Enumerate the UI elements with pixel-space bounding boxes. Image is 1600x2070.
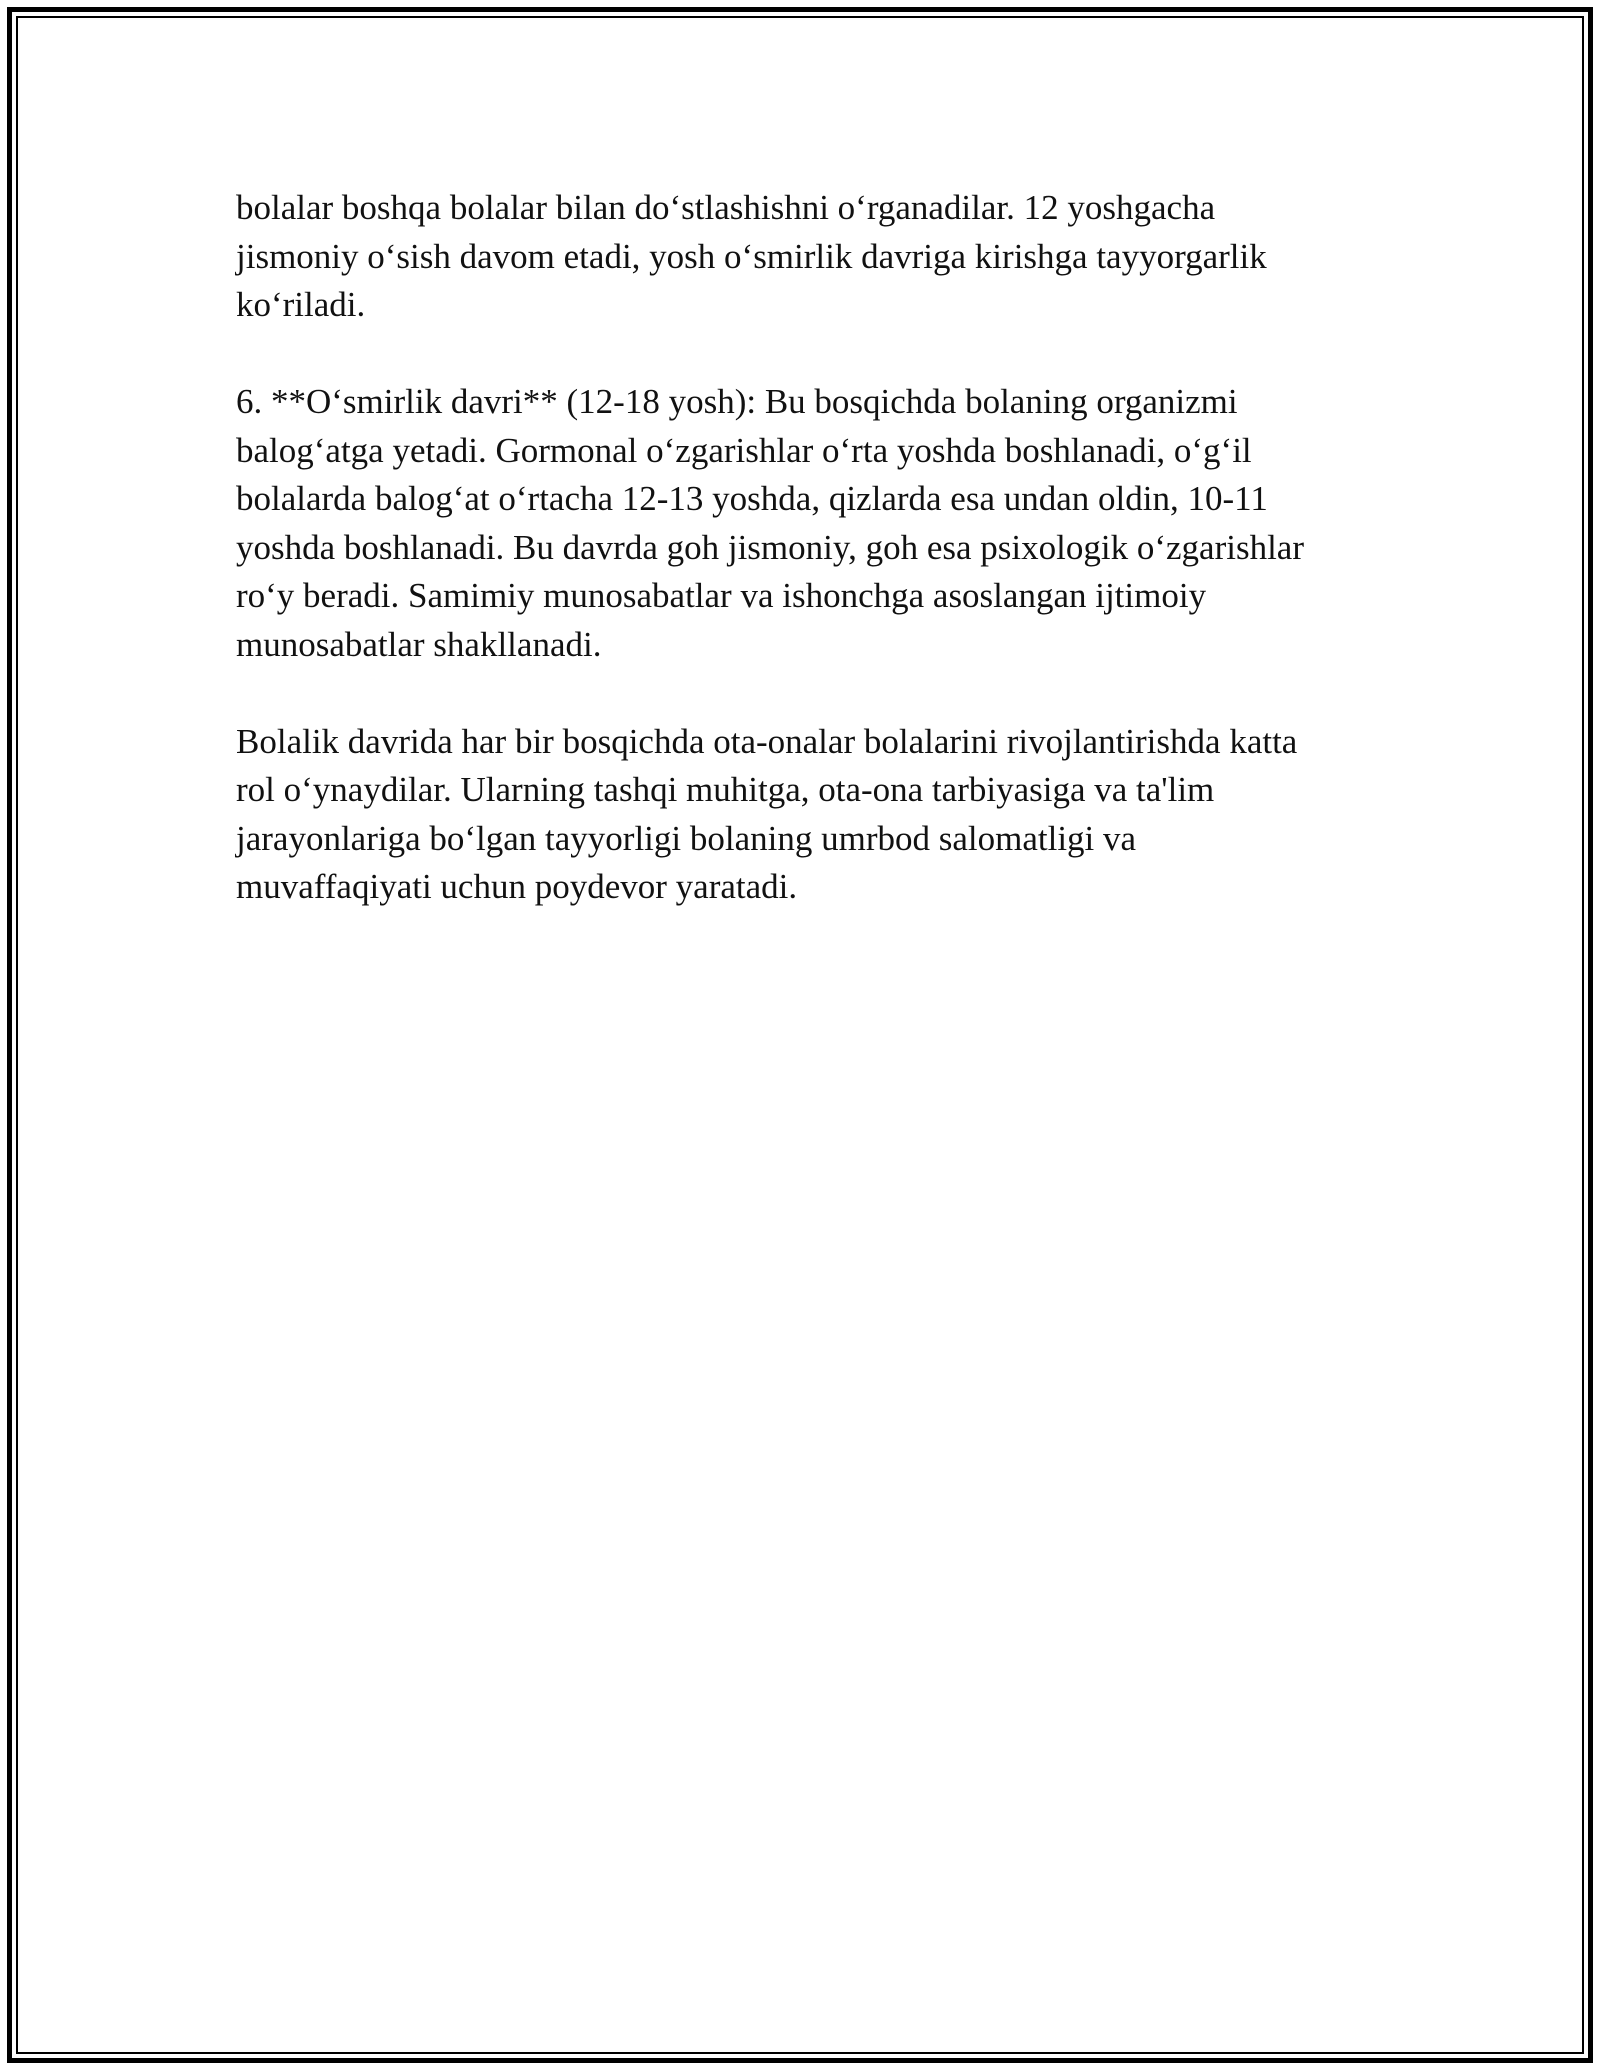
document-body (236, 184, 1366, 960)
paragraph-conclusion: Bolalik davrida har bir bosqichda ota-onalar bolalarini rivojlantirishda katta rol o‘ynaydilar. Ularning tashqi muhitga, ota-ona tarbiyasiga va ta'lim jarayonlariga bo‘lgan tayyorligi bolaning umrbod salomatligi va muvaffaqiyati uchun poydevor yaratadi. (236, 721, 1298, 906)
paragraph-continuation: bolalar boshqa bolalar bilan do‘stlashishni o‘rganadilar. 12 yoshgacha jismoniy o‘sish davom etadi, yosh o‘smirlik davriga kirishga tayyorgarlik ko‘riladi. (236, 188, 1267, 324)
paragraph-adolescence: 6. **O‘smirlik davri** (12-18 yosh): Bu bosqichda bolaning organizmi balog‘atga yetadi. Gormonal o‘zgarishlar o‘rta yoshda boshlanadi, o‘g‘il bolalarda balog‘at o‘rtacha 12-13 yoshda, qizlarda esa undan oldin, 10-11 yoshda boshlanadi. Bu davrda goh jismoniy, goh esa psixologik o‘zgarishlar ro‘y beradi. Samimiy munosabatlar va ishonchga asoslangan ijtimoiy munosabatlar shakllanadi. (236, 382, 1304, 664)
